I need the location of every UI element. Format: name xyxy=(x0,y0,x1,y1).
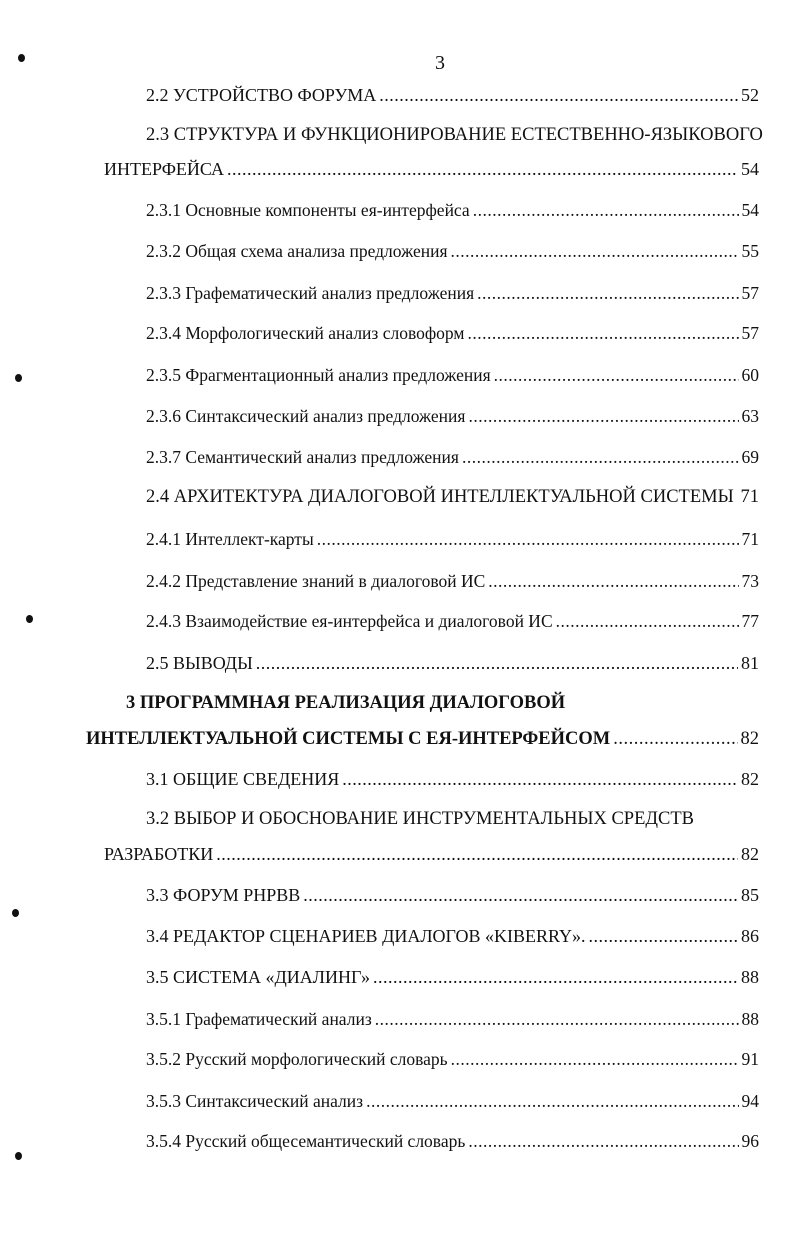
toc-entry xyxy=(146,1130,759,1152)
leader-dots xyxy=(613,728,737,750)
toc-entry-page: 71 xyxy=(741,529,759,549)
toc-entry-title: 3.5.1 Графематический анализ xyxy=(146,1009,372,1029)
toc-entry-page: 82 xyxy=(740,729,759,749)
leader-dots xyxy=(256,652,738,674)
toc-entry-page: 88 xyxy=(741,967,759,987)
toc-entry-title: 3.4 РЕДАКТОР СЦЕНАРИЕВ ДИАЛОГОВ «KIBERRY». xyxy=(146,926,586,946)
toc-entry xyxy=(146,925,759,947)
leader-dots xyxy=(737,486,738,508)
leader-dots xyxy=(375,1008,739,1030)
toc-entry xyxy=(146,364,759,386)
margin-dot xyxy=(12,909,19,917)
toc-entry-title: 2.5 ВЫВОДЫ xyxy=(146,653,253,673)
toc-entry xyxy=(146,322,759,344)
toc-entry-page: 85 xyxy=(741,885,759,905)
toc-entry xyxy=(104,158,759,180)
toc-entry xyxy=(146,652,759,674)
margin-dot xyxy=(15,1152,22,1160)
toc-entry-title: 2.3.6 Синтаксический анализ предложения xyxy=(146,406,466,426)
leader-dots xyxy=(366,1090,738,1112)
toc-entry-title: РАЗРАБОТКИ xyxy=(104,844,214,864)
toc-entry xyxy=(146,282,759,304)
toc-entry-title: 2.3.7 Семантический анализ предложения xyxy=(146,447,459,467)
toc-entry xyxy=(146,768,759,790)
leader-dots xyxy=(556,610,739,632)
toc-entry xyxy=(146,1008,759,1030)
leader-dots xyxy=(468,322,739,344)
toc-entry-page: 71 xyxy=(740,487,759,507)
toc-entry-title: ИНТЕЛЛЕКТУАЛЬНОЙ СИСТЕМЫ С ЕЯ-ИНТЕРФЕЙСОМ xyxy=(86,729,611,749)
toc-entry-title: 2.3.3 Графематический анализ предложения xyxy=(146,283,475,303)
leader-dots xyxy=(468,1130,738,1152)
leader-dots xyxy=(477,282,738,304)
toc-entry xyxy=(146,240,759,262)
toc-entry xyxy=(146,884,759,906)
chapter-title-line: 3 ПРОГРАММНАЯ РЕАЛИЗАЦИЯ ДИАЛОГОВОЙ xyxy=(126,693,566,713)
toc-entry-page: 63 xyxy=(741,406,759,426)
leader-dots xyxy=(227,158,738,180)
toc-entry xyxy=(86,728,759,750)
margin-dot xyxy=(26,615,33,623)
toc-entry xyxy=(146,1090,759,1112)
toc-entry xyxy=(146,199,759,221)
toc-entry-title: 2.3.2 Общая схема анализа предложения xyxy=(146,241,448,261)
toc-entry-title: 3.3 ФОРУМ PHPBB xyxy=(146,885,301,905)
leader-dots xyxy=(342,768,738,790)
toc-entry-title: 3.5.2 Русский морфологический словарь xyxy=(146,1049,448,1069)
toc-entry-page: 54 xyxy=(741,159,759,179)
page-number: 3 xyxy=(435,52,445,74)
toc-entry-page: 88 xyxy=(741,1009,759,1029)
toc-entry xyxy=(146,446,759,468)
toc-entry xyxy=(146,528,759,550)
toc-entry xyxy=(146,610,759,632)
leader-dots xyxy=(494,364,739,386)
toc-entry-page: 60 xyxy=(741,365,759,385)
toc-entry xyxy=(146,486,759,508)
leader-dots xyxy=(451,1048,739,1070)
toc-entry-page: 96 xyxy=(741,1131,759,1151)
toc-entry-page: 86 xyxy=(741,926,759,946)
leader-dots xyxy=(462,446,739,468)
leader-dots xyxy=(468,405,738,427)
leader-dots xyxy=(303,884,738,906)
toc-entry-title: 3.5 СИСТЕМА «ДИАЛИНГ» xyxy=(146,967,370,987)
toc-entry xyxy=(104,843,759,865)
toc-entry-page: 91 xyxy=(741,1049,759,1069)
toc-entry-title: 2.3.4 Морфологический анализ словоформ xyxy=(146,323,465,343)
toc-entry-title-line: 2.3 СТРУКТУРА И ФУНКЦИОНИРОВАНИЕ ЕСТЕСТВЕННО-ЯЗЫКОВОГО xyxy=(146,125,763,145)
toc-entry-title: 2.4.3 Взаимодействие ея-интерфейса и диалоговой ИС xyxy=(146,611,553,631)
leader-dots xyxy=(488,570,738,592)
leader-dots xyxy=(216,843,738,865)
leader-dots xyxy=(589,925,738,947)
toc-entry-title: 2.4.2 Представление знаний в диалоговой ИС xyxy=(146,571,486,591)
toc-entry-page: 94 xyxy=(741,1091,759,1111)
toc-entry-page: 82 xyxy=(741,844,759,864)
toc-entry xyxy=(146,1048,759,1070)
toc-entry-page: 52 xyxy=(741,85,759,105)
toc-entry xyxy=(146,570,759,592)
toc-entry-page: 69 xyxy=(741,447,759,467)
toc-entry-page: 81 xyxy=(741,653,759,673)
toc-entry-title: 3.5.3 Синтаксический анализ xyxy=(146,1091,364,1111)
toc-entry-page: 55 xyxy=(741,241,759,261)
toc-entry xyxy=(146,84,759,106)
leader-dots xyxy=(379,84,738,106)
toc-entry-page: 73 xyxy=(741,571,759,591)
toc-entry-title: 2.4 АРХИТЕКТУРА ДИАЛОГОВОЙ ИНТЕЛЛЕКТУАЛЬНОЙ СИСТЕМЫ xyxy=(146,487,734,507)
toc-entry-page: 82 xyxy=(741,769,759,789)
toc-entry-page: 77 xyxy=(741,611,759,631)
margin-dot xyxy=(15,374,22,382)
toc-entry-page: 57 xyxy=(741,283,759,303)
leader-dots xyxy=(451,240,739,262)
toc-entry-title: 2.3.5 Фрагментационный анализ предложения xyxy=(146,365,491,385)
toc-entry-page: 54 xyxy=(741,200,759,220)
toc-entry-title-line: 3.2 ВЫБОР И ОБОСНОВАНИЕ ИНСТРУМЕНТАЛЬНЫХ СРЕДСТВ xyxy=(146,809,694,829)
toc-entry-title: 3.5.4 Русский общесемантический словарь xyxy=(146,1131,466,1151)
toc-entry xyxy=(146,966,759,988)
leader-dots xyxy=(473,199,739,221)
leader-dots xyxy=(317,528,739,550)
toc-entry-title: 2.3.1 Основные компоненты ея-интерфейса xyxy=(146,200,470,220)
toc-entry-title: 2.4.1 Интеллект-карты xyxy=(146,529,314,549)
toc-entry-title: 3.1 ОБЩИЕ СВЕДЕНИЯ xyxy=(146,769,340,789)
toc-entry xyxy=(146,405,759,427)
toc-entry-page: 57 xyxy=(741,323,759,343)
leader-dots xyxy=(373,966,738,988)
margin-dot xyxy=(18,54,25,62)
toc-entry-title: 2.2 УСТРОЙСТВО ФОРУМА xyxy=(146,85,377,105)
toc-entry-title: ИНТЕРФЕЙСА xyxy=(104,159,225,179)
